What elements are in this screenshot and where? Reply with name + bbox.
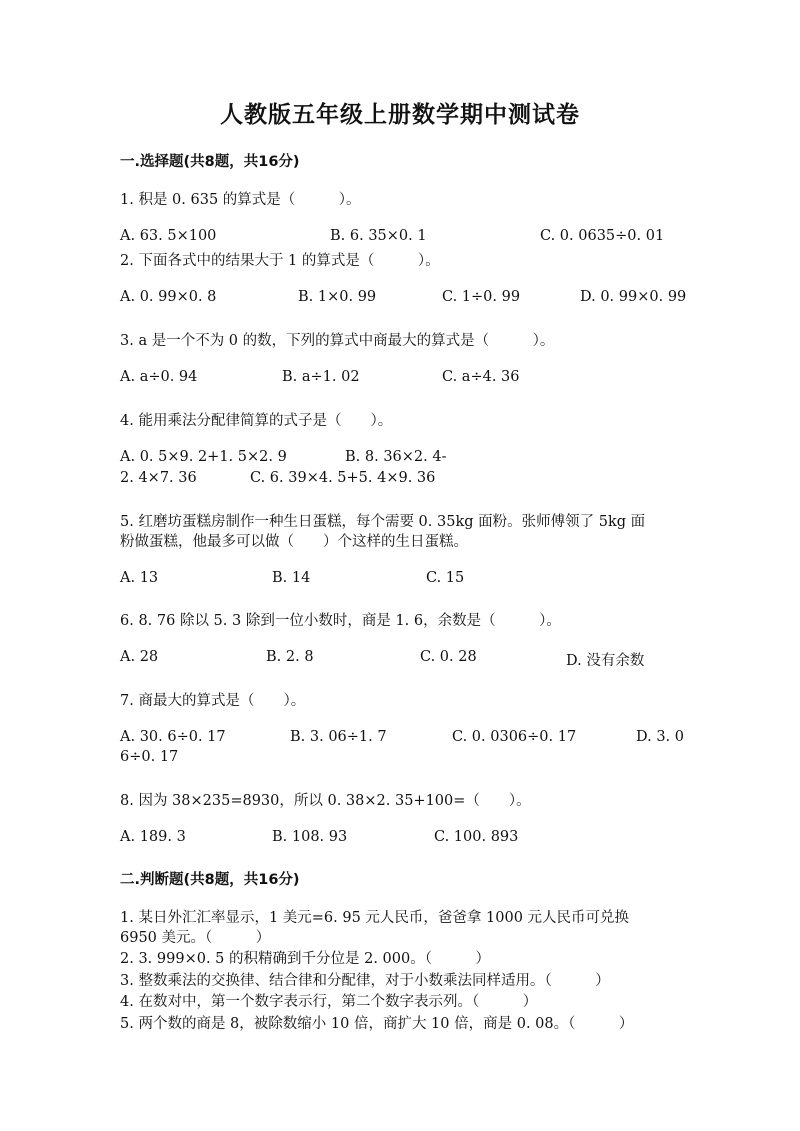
question-8-option-c: C. 100. 893	[434, 829, 519, 845]
question-8-option-b: B. 108. 93	[272, 829, 348, 845]
question-2-option-c: C. 1÷0. 99	[442, 289, 521, 305]
question-2: 2. 下面各式中的结果大于 1 的算式是（ ）。	[120, 253, 440, 269]
question-4-option-a: A. 0. 5×9. 2+1. 5×2. 9	[120, 449, 287, 465]
question-3-option-b: B. a÷1. 02	[282, 369, 360, 385]
question-4: 4. 能用乘法分配律简算的式子是（ ）。	[120, 413, 393, 429]
question-3-option-c: C. a÷4. 36	[442, 369, 520, 385]
question-2-option-d: D. 0. 99×0. 99	[580, 289, 687, 305]
tf-question-3: 3. 整数乘法的交换律、结合律和分配律，对于小数乘法同样适用。（ ）	[120, 973, 610, 989]
question-1: 1. 积是 0. 635 的算式是（ ）。	[120, 192, 361, 208]
question-4-option-b: B. 8. 36×2. 4-	[345, 449, 447, 465]
question-2-option-b: B. 1×0. 99	[298, 289, 377, 305]
tf-question-1-continued: 6950 美元。（ ）	[120, 930, 271, 946]
question-5-continued: 粉做蛋糕，他最多可以做（ ）个这样的生日蛋糕。	[120, 534, 468, 550]
tf-question-1: 1. 某日外汇汇率显示，1 美元=6. 95 元人民币，爸爸拿 1000 元人民币可兑换	[120, 910, 630, 926]
tf-question-4: 4. 在数对中，第一个数字表示行，第二个数字表示列。（ ）	[120, 994, 538, 1010]
tf-question-2: 2. 3. 999×0. 5 的积精确到千分位是 2. 000。（ ）	[120, 951, 490, 967]
question-1-option-b: B. 6. 35×0. 1	[330, 228, 427, 244]
question-4-option-c: C. 6. 39×4. 5+5. 4×9. 36	[250, 470, 436, 486]
question-7-option-d-continued: 6÷0. 17	[120, 749, 179, 765]
exam-title: 人教版五年级上册数学期中测试卷	[220, 101, 580, 128]
tf-question-5: 5. 两个数的商是 8，被除数缩小 10 倍，商扩大 10 倍，商是 0. 08。（ ）	[120, 1016, 634, 1032]
section-heading-true-false: 二.判断题(共8题，共16分)	[120, 872, 300, 888]
question-5-option-a: A. 13	[120, 570, 159, 586]
question-5-option-c: C. 15	[426, 570, 465, 586]
question-7-option-d: D. 3. 0	[636, 729, 684, 745]
question-5: 5. 红磨坊蛋糕房制作一种生日蛋糕，每个需要 0. 35kg 面粉。张师傅领了 5kg 面	[120, 514, 646, 530]
question-2-option-a: A. 0. 99×0. 8	[120, 289, 217, 305]
question-6: 6. 8. 76 除以 5. 3 除到一位小数时，商是 1. 6，余数是（ ）。	[120, 613, 561, 629]
question-5-option-b: B. 14	[272, 570, 311, 586]
question-4-option-b-continued: 2. 4×7. 36	[120, 470, 197, 486]
question-3: 3. a 是一个不为 0 的数，下列的算式中商最大的算式是（ ）。	[120, 333, 555, 349]
question-6-option-a: A. 28	[120, 649, 159, 665]
question-7: 7. 商最大的算式是（ ）。	[120, 693, 306, 709]
question-6-option-b: B. 2. 8	[266, 649, 314, 665]
question-7-option-c: C. 0. 0306÷0. 17	[452, 729, 577, 745]
question-6-option-c: C. 0. 28	[420, 649, 477, 665]
question-7-option-b: B. 3. 06÷1. 7	[290, 729, 387, 745]
question-6-option-d: D. 没有余数	[566, 653, 645, 669]
section-heading-choice: 一.选择题(共8题，共16分)	[120, 154, 300, 170]
question-8: 8. 因为 38×235=8930，所以 0. 38×2. 35+100=（ ）。	[120, 793, 531, 809]
question-1-option-c: C. 0. 0635÷0. 01	[540, 228, 665, 244]
question-8-option-a: A. 189. 3	[120, 829, 186, 845]
question-1-option-a: A. 63. 5×100	[120, 228, 217, 244]
question-7-option-a: A. 30. 6÷0. 17	[120, 729, 226, 745]
question-3-option-a: A. a÷0. 94	[120, 369, 198, 385]
